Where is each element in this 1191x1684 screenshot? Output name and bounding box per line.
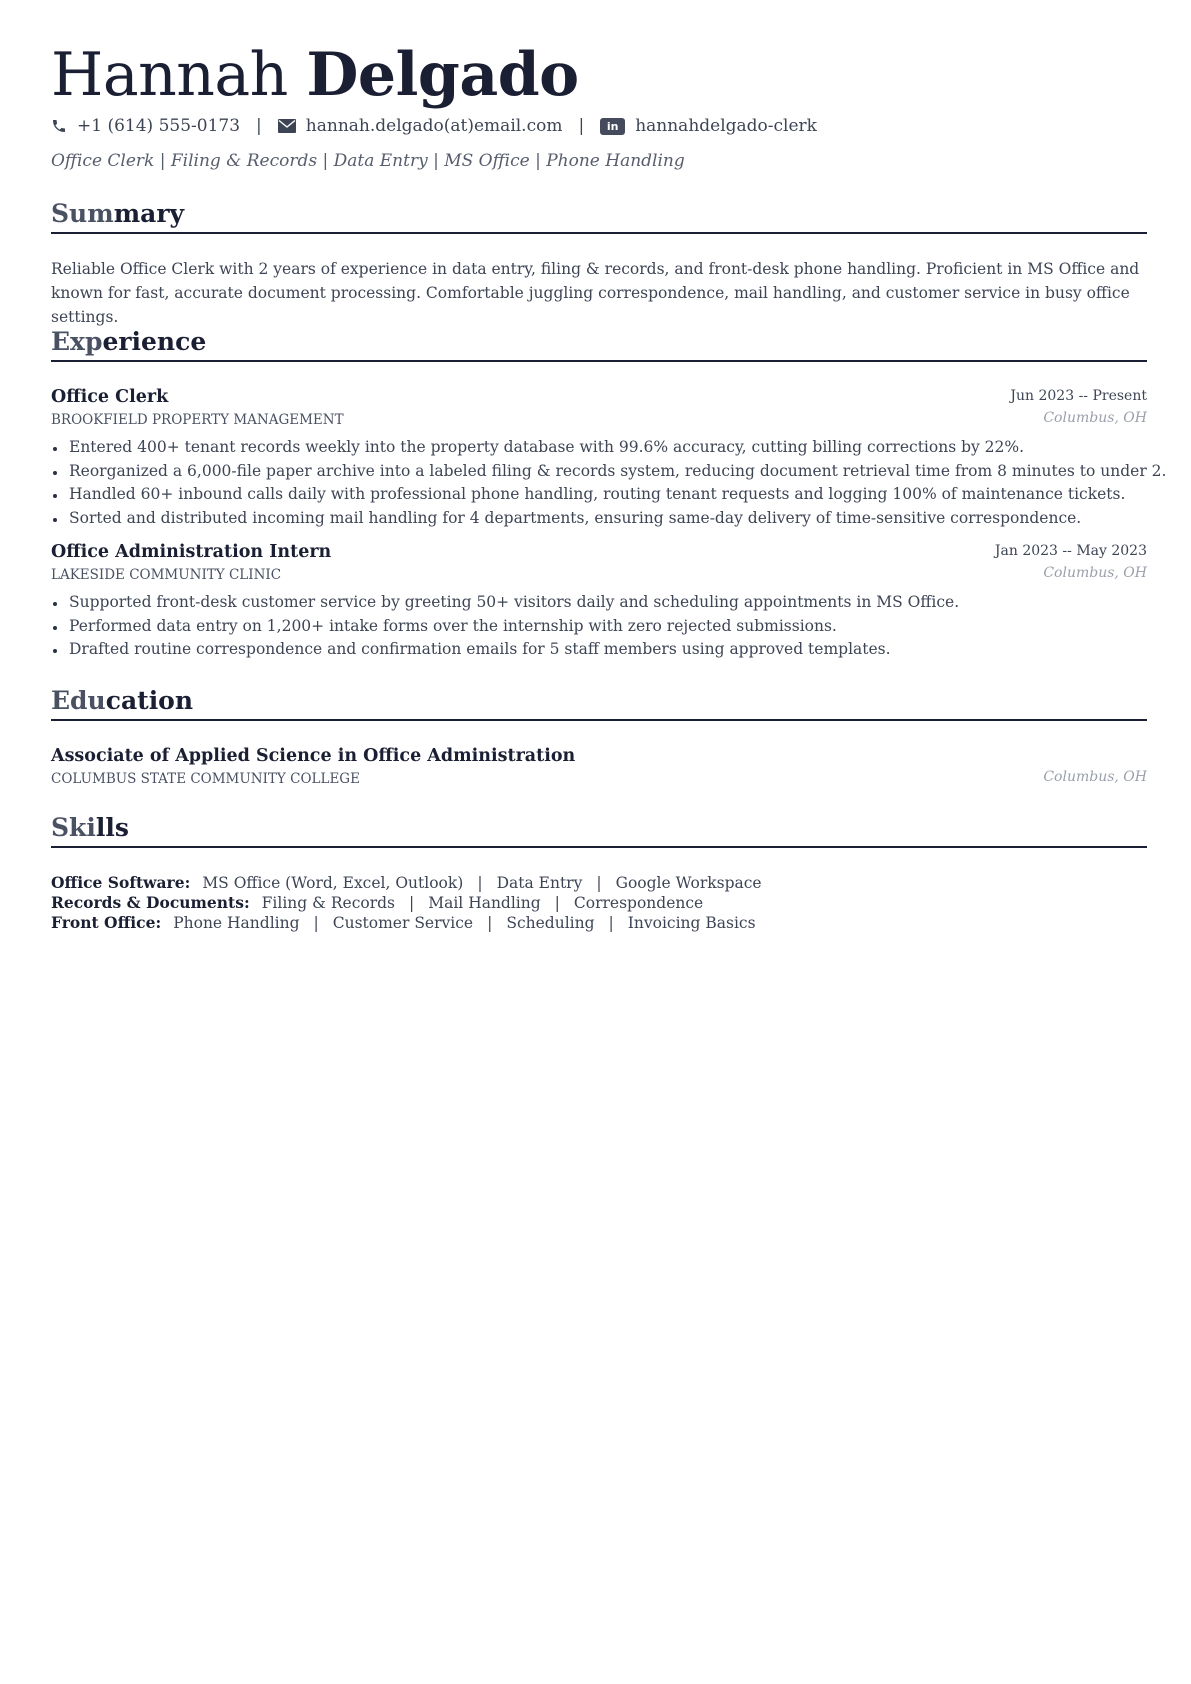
- skill-separator: |: [554, 894, 560, 912]
- job-bullet: Performed data entry on 1,200+ intake forms over the internship with zero rejected submissions.: [51, 615, 1147, 639]
- experience-entry: [51, 386, 1167, 530]
- skill-category: Office Software:: [51, 873, 191, 892]
- degree-title: Associate of Applied Science in Office Administration: [51, 746, 576, 766]
- skill-separator: |: [608, 914, 614, 932]
- job-company: BROOKFIELD PROPERTY MANAGEMENT: [51, 412, 344, 428]
- skill-item: Google Workspace: [615, 874, 762, 892]
- job-company: LAKESIDE COMMUNITY CLINIC: [51, 567, 282, 583]
- contact-linkedin: [600, 116, 817, 136]
- phone-icon: [51, 118, 67, 134]
- job-bullet: Reorganized a 6,000-file paper archive into a labeled filing & records system, reducing document retrieval time from 8 minutes to under 2.: [51, 460, 1147, 484]
- envelope-icon: [278, 119, 296, 133]
- phone-number[interactable]: +1 (614) 555-0173: [77, 116, 241, 136]
- contact-email: [278, 116, 563, 136]
- skill-item: Correspondence: [573, 894, 704, 912]
- skill-separator: |: [596, 874, 602, 892]
- email-address[interactable]: hannah.delgado(at)email.com: [305, 116, 563, 136]
- skill-category: Front Office:: [51, 913, 162, 932]
- skill-item: Invoicing Basics: [627, 914, 756, 932]
- job-dates: Jun 2023 -- Present: [1010, 388, 1147, 404]
- candidate-name: [51, 40, 579, 110]
- first-name: Hannah: [51, 40, 288, 110]
- job-location: Columbus, OH: [1043, 410, 1147, 426]
- section-title-experience: [51, 326, 1147, 362]
- skill-separator: |: [487, 914, 493, 932]
- section-title-rest: erience: [102, 327, 207, 356]
- skill-item: Mail Handling: [428, 894, 541, 912]
- skill-item: Scheduling: [506, 914, 595, 932]
- section-title-rest: lls: [95, 813, 129, 842]
- linkedin-handle[interactable]: hannahdelgado-clerk: [635, 116, 817, 136]
- job-location: Columbus, OH: [1043, 565, 1147, 581]
- section-title-rest: cation: [105, 686, 194, 715]
- job-title: Office Clerk: [51, 387, 169, 407]
- skill-item: Phone Handling: [173, 914, 300, 932]
- skill-item: Data Entry: [496, 874, 583, 892]
- job-bullet: Entered 400+ tenant records weekly into the property database with 99.6% accuracy, cutting billing corrections by 22%.: [51, 436, 1147, 460]
- section-title-rest: mary: [113, 199, 185, 228]
- section-title-lead: Edu: [51, 686, 106, 715]
- last-name: Delgado: [306, 40, 579, 110]
- headline-tagline: Office Clerk | Filing & Records | Data Entry | MS Office | Phone Handling: [51, 151, 685, 171]
- skill-separator: |: [477, 874, 483, 892]
- skill-category: Records & Documents:: [51, 893, 250, 912]
- skill-row: [51, 893, 1147, 913]
- job-dates: Jan 2023 -- May 2023: [994, 543, 1147, 559]
- skill-separator: |: [409, 894, 415, 912]
- section-title-lead: Sum: [51, 199, 114, 228]
- skill-row: [51, 873, 1147, 893]
- section-title-summary: [51, 198, 1147, 234]
- section-title-education: [51, 685, 1147, 721]
- skill-separator: |: [313, 914, 319, 932]
- skill-item: Customer Service: [332, 914, 474, 932]
- skill-row: [51, 913, 1147, 933]
- linkedin-icon: in: [600, 118, 625, 135]
- skill-item: Filing & Records: [261, 894, 395, 912]
- job-bullet: Handled 60+ inbound calls daily with professional phone handling, routing tenant requests and logging 100% of maintenance tickets.: [51, 483, 1147, 507]
- job-title: Office Administration Intern: [51, 542, 332, 562]
- job-bullet: Supported front-desk customer service by greeting 50+ visitors daily and scheduling appointments in MS Office.: [51, 591, 1147, 615]
- contact-phone: [51, 116, 240, 136]
- job-bullet: Drafted routine correspondence and confirmation emails for 5 staff members using approved templates.: [51, 638, 1147, 662]
- job-bullets: [51, 591, 1147, 662]
- contact-line: [51, 114, 817, 138]
- job-bullet: Sorted and distributed incoming mail handling for 4 departments, ensuring same-day delivery of time-sensitive correspondence.: [51, 507, 1147, 531]
- contact-separator: |: [578, 116, 585, 136]
- school-location: Columbus, OH: [1043, 769, 1147, 785]
- section-title-lead: Exp: [51, 327, 103, 356]
- skill-item: MS Office (Word, Excel, Outlook): [202, 874, 464, 892]
- job-bullets: [51, 436, 1167, 530]
- summary-text: Reliable Office Clerk with 2 years of experience in data entry, filing & records, and front-desk phone handling. Proficient in MS Office and known for fast, accurate document processing. Comfortable juggling correspondence, mail handling, and customer service in busy office settings.: [51, 260, 1140, 326]
- experience-entry: [51, 541, 1147, 662]
- contact-separator: |: [256, 116, 262, 136]
- education-entry: [51, 745, 1147, 789]
- section-title-skills: [51, 812, 1147, 848]
- section-title-lead: Ski: [51, 813, 96, 842]
- school-name: COLUMBUS STATE COMMUNITY COLLEGE: [51, 771, 360, 787]
- skills-list: [51, 873, 1147, 933]
